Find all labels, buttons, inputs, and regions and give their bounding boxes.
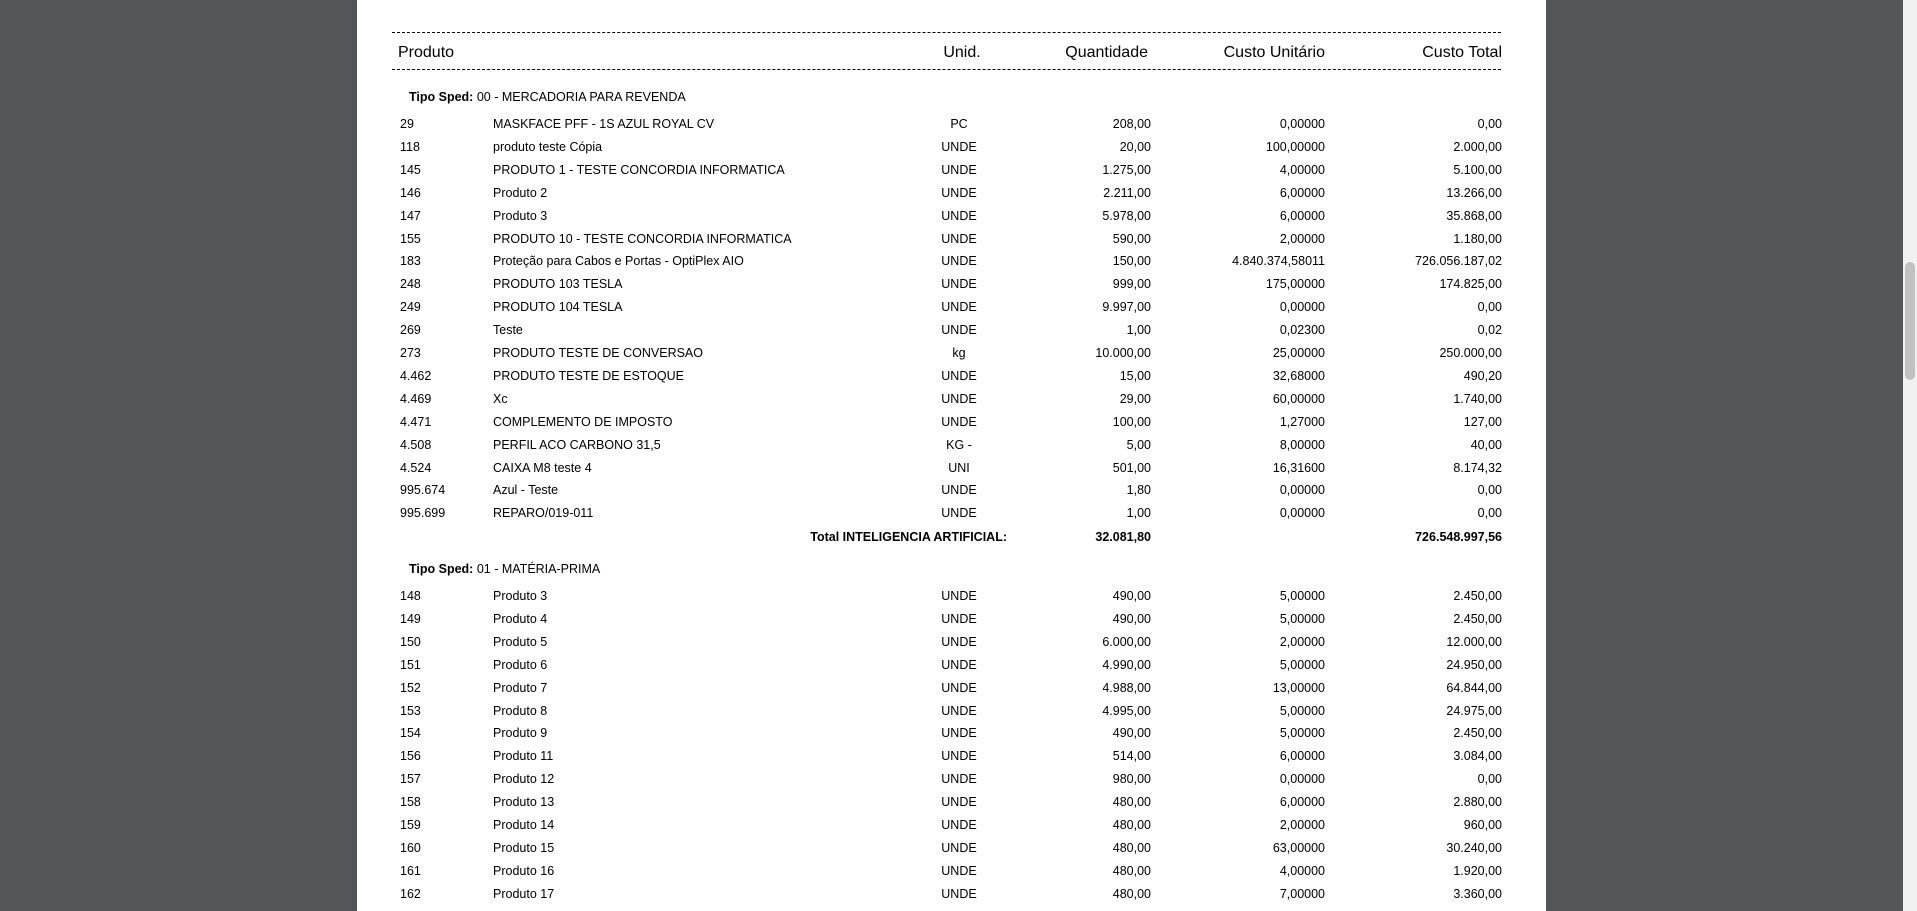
row-unit: UNDE [941,277,977,292]
row-unit: UNDE [941,863,977,878]
table-row [357,589,1546,609]
row-product-name: PERFIL ACO CARBONO 31,5 [493,437,661,452]
row-product-name: PRODUTO TESTE DE CONVERSAO [493,346,703,360]
row-code: 159 [400,818,421,832]
row-code: 269 [400,323,421,338]
header-quantity: Quantidade [1065,44,1148,61]
row-unit-cost: 32,68000 [1272,368,1325,383]
row-total-cost: 2.450,00 [1453,726,1502,741]
row-quantity: 5.978,00 [1102,208,1151,223]
row-quantity: 1,00 [1126,506,1151,521]
scrollbar-thumb[interactable] [1905,262,1915,380]
row-unit: UNDE [941,726,977,741]
row-total-cost: 30.240,00 [1446,840,1502,855]
row-unit: UNDE [941,506,977,521]
table-row [357,438,1546,458]
row-code: 156 [400,749,421,764]
row-unit-cost: 4,00000 [1279,863,1325,878]
row-code: 118 [400,139,420,154]
row-product-name: PRODUTO 10 - TESTE CONCORDIA INFORMATICA [493,231,792,246]
row-code: 148 [400,589,421,603]
row-total-cost: 24.975,00 [1446,703,1502,718]
row-product-name: COMPLEMENTO DE IMPOSTO [493,414,673,429]
row-code: 4.524 [400,460,432,475]
row-product-name: Produto 11 [493,749,554,764]
total-cost: 726.548.997,56 [1415,530,1502,544]
row-unit: UNDE [941,185,977,200]
row-unit: UNDE [941,300,977,315]
row-quantity: 514,00 [1112,749,1151,764]
row-unit-cost: 7,00000 [1279,886,1325,901]
row-code: 4.469 [400,391,432,406]
table-row [357,483,1546,503]
row-unit-cost: 5,00000 [1279,611,1325,626]
row-total-cost: 24.950,00 [1446,657,1502,672]
row-code: 152 [400,680,421,695]
row-unit-cost: 0,00000 [1279,117,1325,131]
table-row [357,209,1546,229]
row-total-cost: 174.825,00 [1439,277,1502,292]
row-product-name: Produto 2 [493,185,548,200]
row-code: 149 [400,611,421,626]
row-product-name: Produto 7 [493,680,548,695]
row-quantity: 4.990,00 [1102,657,1151,672]
header-bottom-divider [392,69,1501,70]
row-unit: UNDE [941,323,977,338]
row-product-name: Produto 14 [493,818,555,832]
row-code: 158 [400,795,421,810]
row-unit: UNDE [941,391,977,406]
row-code: 160 [400,840,421,855]
row-unit-cost: 25,00000 [1272,346,1325,360]
header-top-divider [392,32,1501,33]
row-code: 162 [400,886,421,901]
row-quantity: 5,00 [1126,437,1151,452]
section-title-value: 00 - MERCADORIA PARA REVENDA [476,90,686,104]
row-code: 146 [400,185,421,200]
row-code: 155 [400,231,421,246]
table-row [357,772,1546,792]
row-unit-cost: 6,00000 [1279,795,1325,810]
table-row [357,140,1546,160]
row-quantity: 1,00 [1126,323,1151,338]
table-row [357,369,1546,389]
row-quantity: 501,00 [1112,460,1151,475]
table-row [357,864,1546,884]
row-unit: UNDE [941,368,977,383]
row-quantity: 999,00 [1112,277,1151,292]
row-code: 995.699 [400,506,446,521]
row-product-name: PRODUTO 103 TESLA [493,277,623,292]
row-quantity: 590,00 [1112,231,1151,246]
row-quantity: 480,00 [1112,840,1151,855]
row-product-name: Produto 12 [493,772,555,787]
row-unit: UNDE [941,611,977,626]
header-product: Produto [398,44,455,61]
row-unit: UNDE [941,634,977,649]
row-total-cost: 0,00 [1477,300,1502,315]
row-quantity: 100,00 [1112,414,1151,429]
row-unit-cost: 13,00000 [1272,680,1325,695]
table-row [357,461,1546,481]
row-product-name: produto teste Cópia [493,139,603,154]
row-unit-cost: 0,00000 [1279,483,1325,498]
row-product-name: PRODUTO 1 - TESTE CONCORDIA INFORMATICA [493,162,785,177]
row-product-name: MASKFACE PFF - 1S AZUL ROYAL CV [493,117,715,131]
row-unit: UNDE [941,657,977,672]
table-row [357,392,1546,412]
row-unit: UNDE [941,139,977,154]
table-row [357,232,1546,252]
row-quantity: 4.995,00 [1102,703,1151,718]
row-product-name: Produto 5 [493,634,548,649]
row-unit: UNDE [941,818,977,832]
row-unit-cost: 63,00000 [1272,840,1325,855]
row-unit-cost: 6,00000 [1279,185,1325,200]
row-product-name: PRODUTO 104 TESLA [493,300,623,315]
row-unit-cost: 175,00000 [1265,277,1325,292]
table-row [357,415,1546,435]
total-label: Total INTELIGENCIA ARTIFICIAL: [810,530,1007,544]
row-code: 161 [400,863,421,878]
row-quantity: 480,00 [1112,795,1151,810]
section-title-label: Tipo Sped: [409,90,474,104]
row-product-name: Xc [493,391,508,406]
row-total-cost: 12.000,00 [1446,634,1502,649]
row-total-cost: 2.450,00 [1453,589,1502,603]
row-unit-cost: 16,31600 [1272,460,1325,475]
row-quantity: 2.211,00 [1103,185,1151,200]
row-quantity: 490,00 [1112,726,1151,741]
row-code: 4.462 [400,368,432,383]
row-code: 183 [400,254,421,269]
row-unit: UNDE [941,772,977,787]
row-unit: KG - [946,437,972,452]
row-product-name: PRODUTO TESTE DE ESTOQUE [493,368,685,383]
total-quantity: 32.081,80 [1095,530,1151,544]
row-code: 273 [400,346,421,360]
row-quantity: 150,00 [1112,254,1151,269]
row-unit: UNDE [941,703,977,718]
row-product-name: Produto 9 [493,726,548,741]
section-title [409,562,600,576]
row-product-name: Produto 15 [493,840,555,855]
row-unit-cost: 5,00000 [1279,726,1325,741]
row-unit-cost: 0,00000 [1279,506,1325,521]
row-code: 995.674 [400,483,446,498]
table-row [357,186,1546,206]
row-product-name: Produto 13 [493,795,555,810]
table-row [357,887,1546,907]
row-unit-cost: 2,00000 [1279,634,1325,649]
row-unit-cost: 60,00000 [1272,391,1325,406]
report-page [357,0,1546,911]
row-quantity: 490,00 [1112,611,1151,626]
table-row [357,323,1546,343]
row-unit: UNDE [941,680,977,695]
row-product-name: Produto 16 [493,863,555,878]
header-unit-cost: Custo Unitário [1223,44,1325,61]
row-code: 4.508 [400,437,432,452]
row-unit: UNDE [941,414,977,429]
row-unit: UNDE [941,208,977,223]
row-quantity: 9.997,00 [1102,300,1151,315]
row-code: 145 [400,162,421,177]
table-row [357,681,1546,701]
row-code: 147 [400,208,421,223]
row-quantity: 6.000,00 [1102,634,1151,649]
row-quantity: 980,00 [1112,772,1151,787]
row-unit-cost: 0,02300 [1279,323,1325,338]
row-total-cost: 0,00 [1477,483,1502,498]
row-unit: UNDE [941,886,977,901]
row-total-cost: 0,00 [1477,117,1502,131]
row-total-cost: 35.868,00 [1446,208,1502,223]
row-total-cost: 726.056.187,02 [1415,254,1502,269]
row-total-cost: 64.844,00 [1446,680,1502,695]
row-code: 150 [400,634,421,649]
section-title [409,90,686,104]
row-product-name: Produto 6 [493,657,548,672]
row-unit-cost: 2,00000 [1279,818,1325,832]
row-unit-cost: 5,00000 [1279,589,1325,603]
row-unit-cost: 2,00000 [1279,231,1325,246]
row-code: 154 [400,726,421,741]
row-total-cost: 5.100,00 [1453,162,1502,177]
table-row [357,612,1546,632]
row-unit: UNDE [941,231,977,246]
row-unit-cost: 100,00000 [1265,139,1325,154]
row-total-cost: 0,00 [1477,772,1502,787]
row-total-cost: 3.084,00 [1453,749,1502,764]
row-product-name: CAIXA M8 teste 4 [493,460,592,475]
table-row [357,658,1546,678]
row-code: 29 [400,117,414,131]
row-quantity: 10.000,00 [1095,346,1151,360]
row-total-cost: 3.360,00 [1453,886,1502,901]
row-quantity: 29,00 [1119,391,1151,406]
table-row [357,277,1546,297]
row-unit: UNI [948,460,970,475]
row-total-cost: 1.740,00 [1453,391,1502,406]
row-product-name: Produto 3 [493,589,548,603]
row-product-name: Produto 4 [493,611,548,626]
row-total-cost: 127,00 [1463,414,1502,429]
row-product-name: Teste [493,323,523,338]
row-unit: UNDE [941,483,977,498]
table-row [357,704,1546,724]
row-total-cost: 250.000,00 [1439,346,1502,360]
row-quantity: 490,00 [1112,589,1151,603]
table-row [357,254,1546,274]
row-total-cost: 490,20 [1463,368,1502,383]
row-code: 249 [400,300,421,315]
row-product-name: REPARO/019-011 [493,506,594,521]
header-unit: Unid. [943,44,981,61]
row-unit: UNDE [941,749,977,764]
table-row [357,117,1546,137]
row-total-cost: 13.266,00 [1446,185,1502,200]
row-product-name: Produto 3 [493,208,548,223]
row-total-cost: 0,02 [1477,323,1502,338]
row-product-name: Produto 17 [493,886,555,901]
row-quantity: 20,00 [1119,139,1151,154]
section-title-value: 01 - MATÉRIA-PRIMA [476,562,601,576]
row-unit-cost: 0,00000 [1279,772,1325,787]
row-total-cost: 1.920,00 [1453,863,1502,878]
row-quantity: 4.988,00 [1102,680,1151,695]
row-unit: kg [952,346,966,360]
row-quantity: 480,00 [1112,863,1151,878]
row-total-cost: 0,00 [1477,506,1502,521]
table-row [357,300,1546,320]
row-unit-cost: 5,00000 [1279,703,1325,718]
row-unit: UNDE [941,840,977,855]
row-product-name: Produto 8 [493,703,548,718]
row-quantity: 1,80 [1126,483,1151,498]
row-unit: UNDE [941,589,977,603]
row-total-cost: 2.880,00 [1453,795,1502,810]
row-total-cost: 8.174,32 [1453,460,1502,475]
row-quantity: 1.275,00 [1102,162,1151,177]
row-code: 157 [400,772,421,787]
row-total-cost: 40,00 [1470,437,1502,452]
table-row [357,726,1546,746]
section-title-label: Tipo Sped: [409,562,474,576]
table-row [357,163,1546,183]
vertical-scrollbar[interactable] [1903,0,1917,911]
row-product-name: Proteção para Cabos e Portas - OptiPlex AIO [493,254,744,269]
row-unit-cost: 8,00000 [1279,437,1325,452]
table-row [357,749,1546,769]
row-code: 151 [400,657,421,672]
row-total-cost: 1.180,00 [1453,231,1502,246]
row-total-cost: 2.000,00 [1453,139,1502,154]
table-row [357,635,1546,655]
row-quantity: 480,00 [1112,886,1151,901]
row-total-cost: 960,00 [1463,818,1502,832]
row-code: 4.471 [400,414,432,429]
row-unit-cost: 1,27000 [1279,414,1325,429]
row-unit: UNDE [941,795,977,810]
row-total-cost: 2.450,00 [1453,611,1502,626]
header-total-cost: Custo Total [1422,44,1502,61]
row-unit-cost: 6,00000 [1279,749,1325,764]
row-code: 248 [400,277,421,292]
row-unit-cost: 0,00000 [1279,300,1325,315]
table-row [357,818,1546,838]
row-product-name: Azul - Teste [493,483,559,498]
row-unit-cost: 4,00000 [1279,162,1325,177]
row-code: 153 [400,703,421,718]
row-quantity: 480,00 [1112,818,1151,832]
row-unit-cost: 4.840.374,58011 [1232,254,1325,269]
table-row [357,841,1546,861]
table-row [357,506,1546,526]
table-row [357,795,1546,815]
row-quantity: 15,00 [1119,368,1151,383]
row-unit: PC [950,117,968,131]
row-quantity: 208,00 [1112,117,1151,131]
table-row [357,346,1546,366]
row-unit-cost: 5,00000 [1279,657,1325,672]
row-unit: UNDE [941,162,977,177]
row-unit-cost: 6,00000 [1279,208,1325,223]
row-unit: UNDE [941,254,977,269]
